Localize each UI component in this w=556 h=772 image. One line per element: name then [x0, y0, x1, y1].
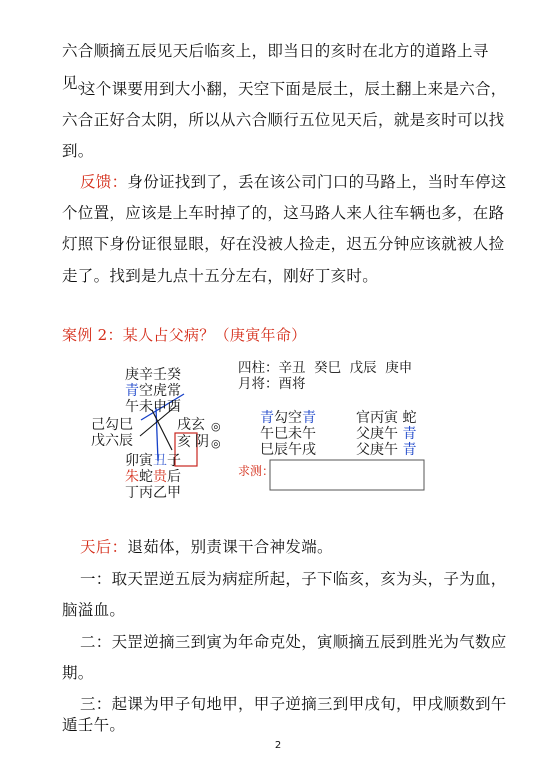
- tianhou-line: [80, 532, 532, 564]
- qiuce-label: 求测：: [238, 464, 275, 478]
- text-line: 遁壬午。: [62, 716, 126, 734]
- chart-right-row1: 戌玄: [177, 417, 205, 433]
- text-line: 期。: [62, 664, 94, 682]
- chart-bottom-gods: [125, 469, 181, 485]
- four-lessons-upper: 午巳未午: [260, 426, 316, 442]
- lesson-god-qing: 青: [260, 410, 274, 426]
- page-number: 2: [274, 740, 282, 751]
- transmission-god: 青: [402, 426, 417, 442]
- tianhou-text: 退茹体，别责课干合神发端。: [127, 538, 333, 556]
- transmission-text: 父庚午: [356, 442, 398, 458]
- four-lessons-lower: 巳辰午戌: [260, 442, 316, 458]
- text-line: 走了。找到是九点十五分左右，刚好丁亥时。: [62, 267, 379, 285]
- circle-marker: ◎: [211, 420, 221, 433]
- case-title: 案例 2：某人占父病？（庚寅年命）: [62, 326, 307, 344]
- lesson-god-qing: 青: [302, 410, 316, 426]
- chart-gods: 空虎常: [139, 383, 181, 399]
- text-line: 到。: [62, 142, 94, 160]
- transmission-text: 官丙寅: [356, 410, 398, 426]
- chart-right-row2: 阴: [195, 434, 209, 450]
- chart-bottom-branches: [125, 453, 181, 469]
- chart-god-hou: 后: [167, 469, 181, 485]
- chart-god-gui: 贵: [153, 469, 167, 485]
- chart-god-qing: 青: [125, 383, 139, 399]
- text-line: 三：起课为甲子旬地甲，甲子逆摘三到甲戌旬，甲戌顺数到午: [80, 695, 507, 713]
- chart-row-top-branches: 午未申酉: [125, 399, 181, 415]
- chart-boxed-hai: 亥: [177, 434, 191, 450]
- chart-left-row1: 己勾巳: [91, 417, 133, 433]
- transmission-text: 父庚午: [356, 426, 398, 442]
- four-lessons-gods: [260, 410, 316, 426]
- feedback-text: 身份证找到了，丢在该公司门口的马路上，当时车停这: [127, 173, 507, 191]
- text-line: 二：天罡逆摘三到寅为年命克处，寅顺摘五辰到胜光为气数应: [80, 633, 507, 651]
- chart-branch-zi: 子: [167, 453, 181, 469]
- transmission-3: [356, 442, 416, 458]
- lesson-gods: 勾空: [274, 410, 302, 426]
- text-line: 六合正好合太阴，所以从六合顺行五位见天后，就是亥时可以找: [62, 111, 505, 129]
- month-general: 月将：酉将: [238, 376, 306, 392]
- text-line: 灯照下身份证很显眼，好在没被人捡走，迟五分钟应该就被人捡: [62, 235, 505, 253]
- tianhou-label: 天后：: [80, 538, 128, 556]
- chart-branch-chou: 丑: [153, 453, 167, 469]
- text-line: 六合顺摘五辰见天后临亥上，即当日的亥时在北方的道路上寻见。: [62, 42, 489, 92]
- circle-marker: ◎: [211, 437, 221, 450]
- chart-row-top-gods: [125, 383, 181, 399]
- transmission-2: [356, 426, 416, 442]
- text-line: 个位置，应该是上车时掉了的，这马路人来人往车辆也多，在路: [62, 204, 505, 222]
- transmission-god: 蛇: [402, 410, 417, 426]
- text-line: 一：取天罡逆五辰为病症所起，子下临亥，亥为头，子为血，: [80, 570, 507, 588]
- text-line: 这个课要用到大小翻，天空下面是辰土，辰土翻上来是六合，: [80, 80, 507, 98]
- chart-god-she: 蛇: [139, 469, 153, 485]
- transmission-1: [356, 410, 416, 426]
- chart-bottom-stems: 丁丙乙甲: [125, 485, 181, 501]
- chart-branches: 卯寅: [125, 453, 153, 469]
- transmission-god: 青: [402, 442, 417, 458]
- text-line: 脑溢血。: [62, 601, 126, 619]
- chart-left-row2: 戊六辰: [91, 433, 133, 449]
- chart-god-zhu: 朱: [125, 469, 139, 485]
- feedback-label: 反馈：: [80, 173, 128, 191]
- four-pillars: 四柱：辛丑 癸巳 戊辰 庚申: [238, 360, 413, 376]
- chart-row-top-stems: 庚辛壬癸: [125, 367, 181, 383]
